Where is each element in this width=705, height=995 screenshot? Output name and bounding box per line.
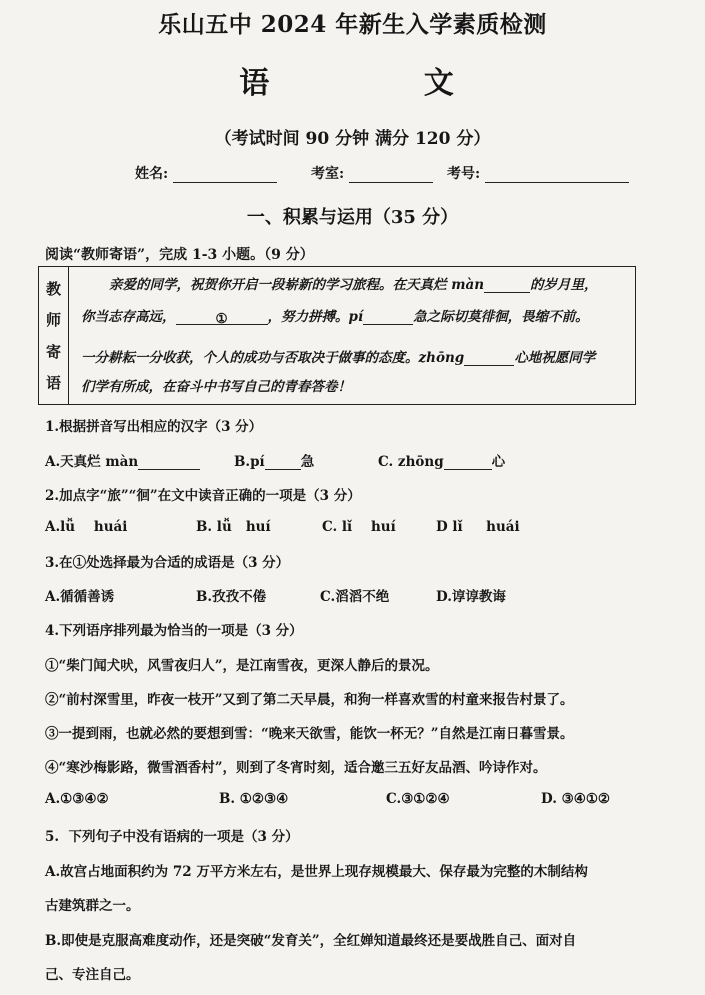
q2-option-a[interactable]: A.lǚ huái	[45, 519, 128, 535]
q4-item-3: ③一提到雨，也就必然的要想到雪：“晚来天欲雪，能饮一杯无？”自然是江南日暮雪景。	[45, 726, 574, 742]
message-line: 亲爱的同学，祝贺你开启一段崭新的学习旅程。在天真烂 màn 的岁月里，	[109, 277, 598, 293]
q1-blank-a[interactable]	[138, 456, 200, 470]
q2-option-b[interactable]: B. lǚ huí	[196, 519, 271, 535]
q3-option-d[interactable]: D.谆谆教诲	[436, 589, 506, 605]
subject-title: 语 文	[239, 66, 526, 101]
q3-option-c[interactable]: C.滔滔不绝	[320, 589, 390, 605]
q1-option-b: B.pí 急	[234, 454, 315, 470]
room-field[interactable]	[311, 163, 433, 183]
q4-option-a[interactable]: A.①③④②	[45, 791, 109, 807]
room-label: 考室:	[311, 166, 345, 182]
reading-intro: 阅读“教师寄语”，完成 1-3 小题。（9 分）	[45, 247, 314, 263]
message-line: 们学有所成，在奋斗中书写自己的青春答卷！	[81, 379, 351, 395]
box-label-char: 语	[45, 373, 61, 392]
box-label-char: 寄	[45, 342, 61, 361]
q4-option-b[interactable]: B. ①②③④	[219, 791, 289, 807]
q5-option-b-line1[interactable]: B.即使是克服高难度动作，还是突破“发育关”，全红婵知道最终还是要战胜自己、面对自	[45, 933, 577, 949]
q4-item-1: ①“柴门闻犬吠，风雪夜归人”，是江南雪夜，更深人静后的景况。	[45, 658, 439, 674]
question-4-stem: 4.下列语序排列最为恰当的一项是（3 分）	[45, 623, 303, 639]
box-label	[39, 267, 69, 404]
number-input-line[interactable]	[485, 168, 629, 183]
name-label: 姓名:	[135, 166, 169, 182]
exam-info: （考试时间 90 分钟 满分 120 分）	[214, 129, 491, 149]
q3-option-a[interactable]: A.循循善诱	[45, 589, 115, 605]
teacher-message-box	[38, 266, 636, 405]
section-title: 一、积累与运用（35 分）	[246, 207, 459, 228]
name-field[interactable]	[135, 163, 277, 183]
number-field[interactable]	[447, 163, 629, 183]
q4-option-c[interactable]: C.③①②④	[386, 791, 450, 807]
question-5-stem: 5. 下列句子中没有语病的一项是（3 分）	[45, 829, 299, 845]
q4-item-4: ④“寒沙梅影路，微雪酒香村”，则到了冬宵时刻，适合邀三五好友品酒、吟诗作对。	[45, 760, 547, 776]
question-1-stem: 1.根据拼音写出相应的汉字（3 分）	[45, 419, 263, 435]
q2-option-d[interactable]: D lǐ huái	[436, 519, 520, 535]
q5-option-a-line1[interactable]: A.故宫占地面积约为 72 万平方米左右，是世界上现存规模最大、保存最为完整的木制结构	[45, 864, 588, 880]
box-label-char: 师	[45, 311, 61, 330]
message-line: 你当志存高远， ① ，努力拼搏。pí 急之际切莫徘徊，畏缩不前。	[81, 309, 589, 327]
q1-blank-c[interactable]	[444, 456, 492, 470]
blank-zhong[interactable]	[464, 352, 514, 366]
message-line: 一分耕耘一分收获，个人的成功与否取决于做事的态度。zhōng 心地祝愿同学	[81, 350, 596, 366]
blank-pi[interactable]	[363, 311, 413, 325]
number-label: 考号:	[447, 166, 481, 182]
question-2-stem: 2.加点字“旅”“徊”在文中读音正确的一项是（3 分）	[45, 488, 361, 504]
q1-option-c: C. zhōng 心	[378, 454, 506, 470]
q3-option-b[interactable]: B.孜孜不倦	[196, 589, 267, 605]
q5-option-b-line2: 己、专注自己。	[45, 967, 140, 983]
blank-idiom[interactable]: ①	[176, 311, 268, 325]
q5-option-a-line2: 古建筑群之一。	[45, 898, 140, 914]
q4-item-2: ②“前村深雪里，昨夜一枝开”又到了第二天早晨，和狗一样喜欢雪的村童来报告村景了。	[45, 692, 574, 708]
blank-man[interactable]	[484, 279, 530, 293]
question-3-stem: 3.在①处选择最为合适的成语是（3 分）	[45, 555, 290, 571]
q1-option-a: A.天真烂 màn	[45, 450, 200, 470]
q2-option-c[interactable]: C. lǐ huí	[322, 519, 396, 535]
q1-blank-b[interactable]	[265, 456, 301, 470]
box-label-char: 教	[45, 280, 61, 299]
q4-option-d[interactable]: D. ③④①②	[541, 791, 611, 807]
name-input-line[interactable]	[173, 168, 277, 183]
room-input-line[interactable]	[349, 168, 433, 183]
exam-title: 乐山五中 2024 年新生入学素质检测	[158, 11, 547, 38]
